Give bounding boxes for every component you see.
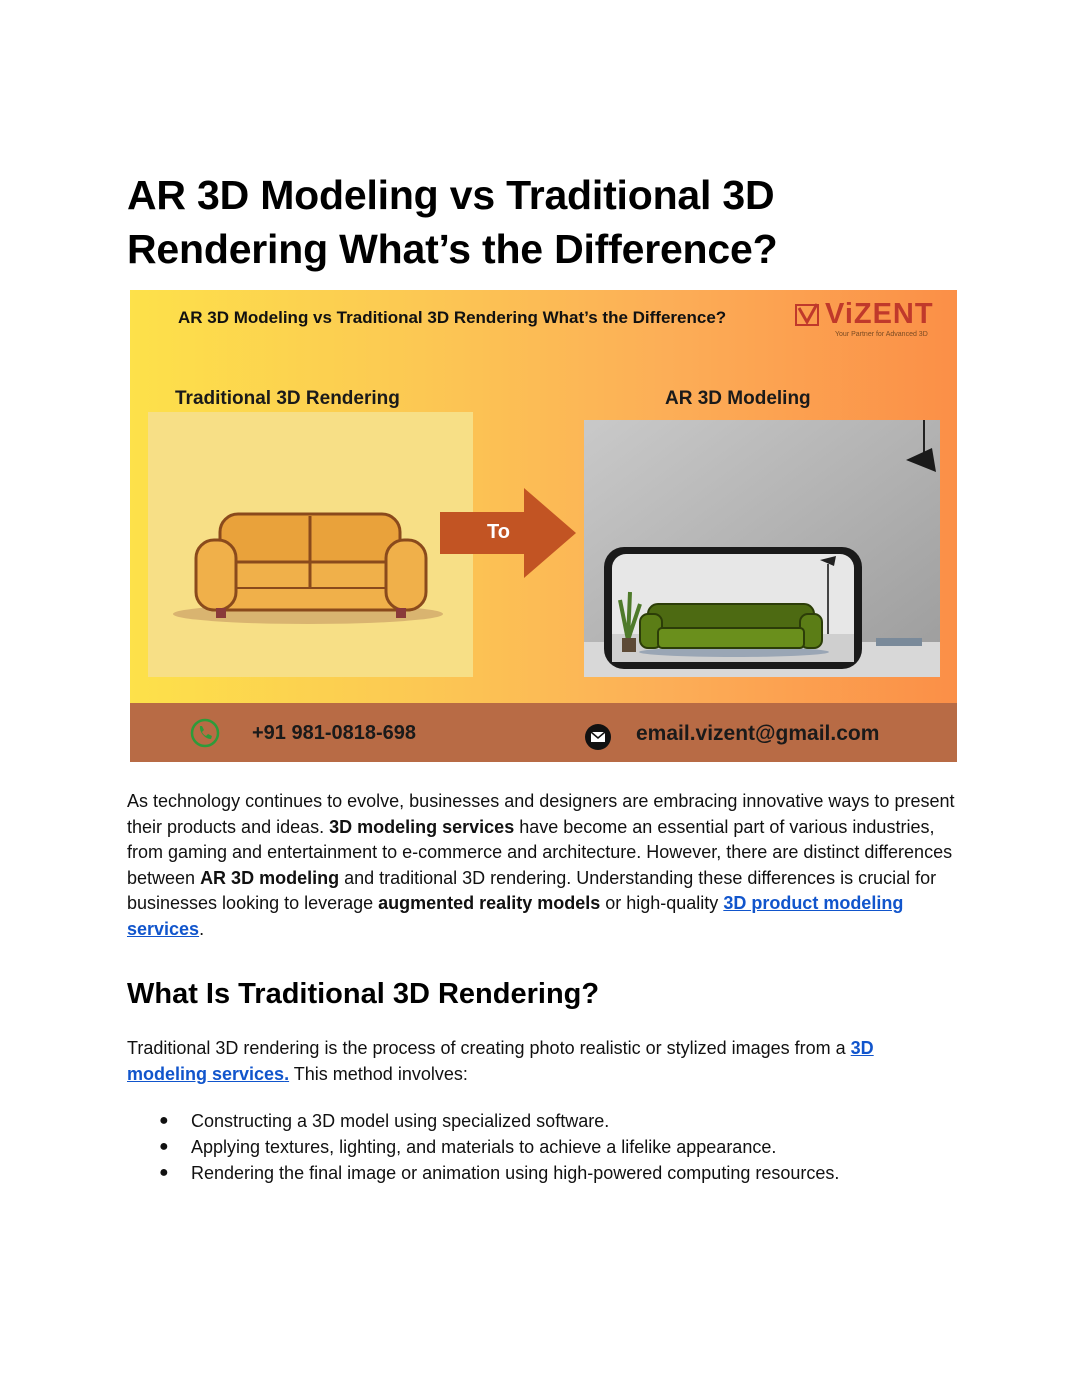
arrow-label: To [487,521,510,543]
link-tail: . [284,1063,290,1084]
bullet-icon: ● [159,1164,169,1181]
bullet-list [127,1108,967,1186]
section-paragraph [127,1036,957,1087]
brand-logo [795,296,945,344]
intro-text: have become an essential part of various industries, from gaming and entertainment to e-commerce and architecture. However, there are distinct differences between [127,816,953,888]
phone-icon [190,718,220,748]
list-item [127,1108,967,1134]
page-title: AR 3D Modeling vs Traditional 3D Rendering What’s the Difference? [127,172,778,272]
list-item-text: Applying textures, lighting, and materials to achieve a lifelike appearance. [191,1137,777,1157]
ar-modeling-panel [584,420,940,677]
sofa-illustration [148,412,473,677]
section-text: This method involves: [289,1063,468,1084]
banner-image [130,290,957,762]
brand-name: ViZENT [825,298,934,330]
logo-mark-icon [795,302,821,328]
list-item [127,1160,967,1186]
bold-term: augmented reality models [378,893,601,914]
list-item-text: Rendering the final image or animation using high-powered computing resources. [191,1163,840,1183]
list-item [127,1134,967,1160]
list-item-text: Constructing a 3D model using specialized software. [191,1111,610,1131]
traditional-rendering-panel [148,412,473,677]
bullet-icon: ● [159,1112,169,1129]
intro-paragraph [127,789,967,943]
banner-title: AR 3D Modeling vs Traditional 3D Rendering What’s the Difference? [178,308,727,327]
section-heading: What Is Traditional 3D Rendering? [127,978,600,1010]
intro-text: . [199,918,205,939]
bullet-icon: ● [159,1138,169,1155]
brand-tagline: Your Partner for Advanced 3D [835,331,928,338]
intro-text: and traditional 3D rendering. Understanding these differences is crucial for businesses looking to leverage [127,867,937,914]
ar-phone-illustration [584,420,940,677]
traditional-label: Traditional 3D Rendering [175,388,400,409]
phone-number: +91 981-0818-698 [252,722,417,744]
section-text: Traditional 3D rendering is the process of creating photo realistic or stylized images from a [127,1038,851,1058]
bold-term: 3D modeling services [329,816,515,837]
intro-text: or high-quality [600,893,724,914]
bold-term: AR 3D modeling [200,867,340,888]
link-text: 3D modeling services [127,1038,874,1084]
email-address: email.vizent@gmail.com [636,722,880,745]
mail-icon [584,723,612,751]
ar-label: AR 3D Modeling [665,388,811,409]
product-modeling-link[interactable]: 3D product modeling services [127,893,904,939]
intro-text: As technology continues to evolve, businesses and designers are embracing innovative ways to present their products and ideas. [127,791,955,837]
contact-bar [130,703,957,762]
